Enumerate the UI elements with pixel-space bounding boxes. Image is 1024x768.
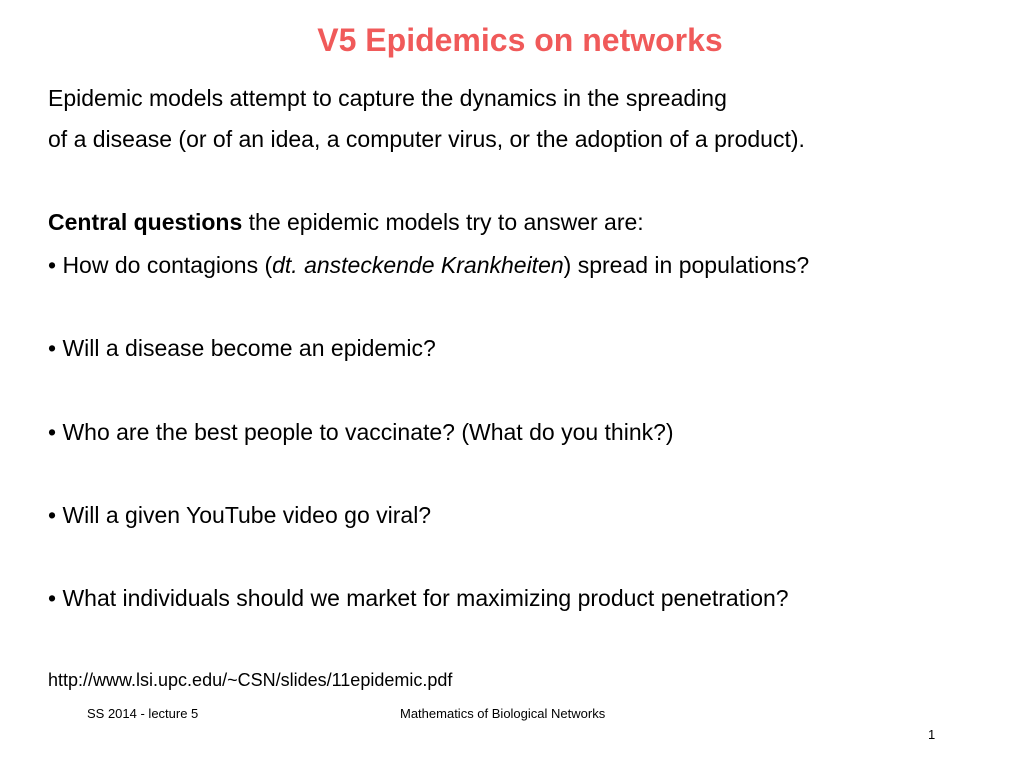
central-questions-line	[48, 208, 644, 236]
footer-course: Mathematics of Biological Networks	[400, 706, 606, 721]
question-contagions-pre: • How do contagions (	[48, 252, 273, 278]
question-contagions-german: dt. ansteckende Krankheiten	[272, 252, 564, 278]
footer-lecture: SS 2014 - lecture 5	[87, 706, 199, 721]
question-contagions	[48, 251, 809, 279]
central-questions-rest: the epidemic models try to answer are:	[242, 209, 644, 235]
intro-line-2: of a disease (or of an idea, a computer virus, or the adoption of a product).	[48, 126, 805, 152]
slide-title: V5 Epidemics on networks	[317, 22, 723, 58]
page-number: 1	[928, 727, 936, 742]
question-contagions-post: ) spread in populations?	[563, 252, 810, 278]
source-url: http://www.lsi.upc.edu/~CSN/slides/11epidemic.pdf	[48, 670, 453, 690]
question-youtube: • Will a given YouTube video go viral?	[48, 502, 432, 528]
question-market: • What individuals should we market for maximizing product penetration?	[48, 585, 789, 611]
intro-line-1: Epidemic models attempt to capture the dynamics in the spreading	[48, 85, 727, 111]
central-questions-bold: Central questions	[48, 209, 243, 235]
question-vaccinate: • Who are the best people to vaccinate? (What do you think?)	[48, 419, 674, 445]
question-epidemic: • Will a disease become an epidemic?	[48, 335, 436, 361]
